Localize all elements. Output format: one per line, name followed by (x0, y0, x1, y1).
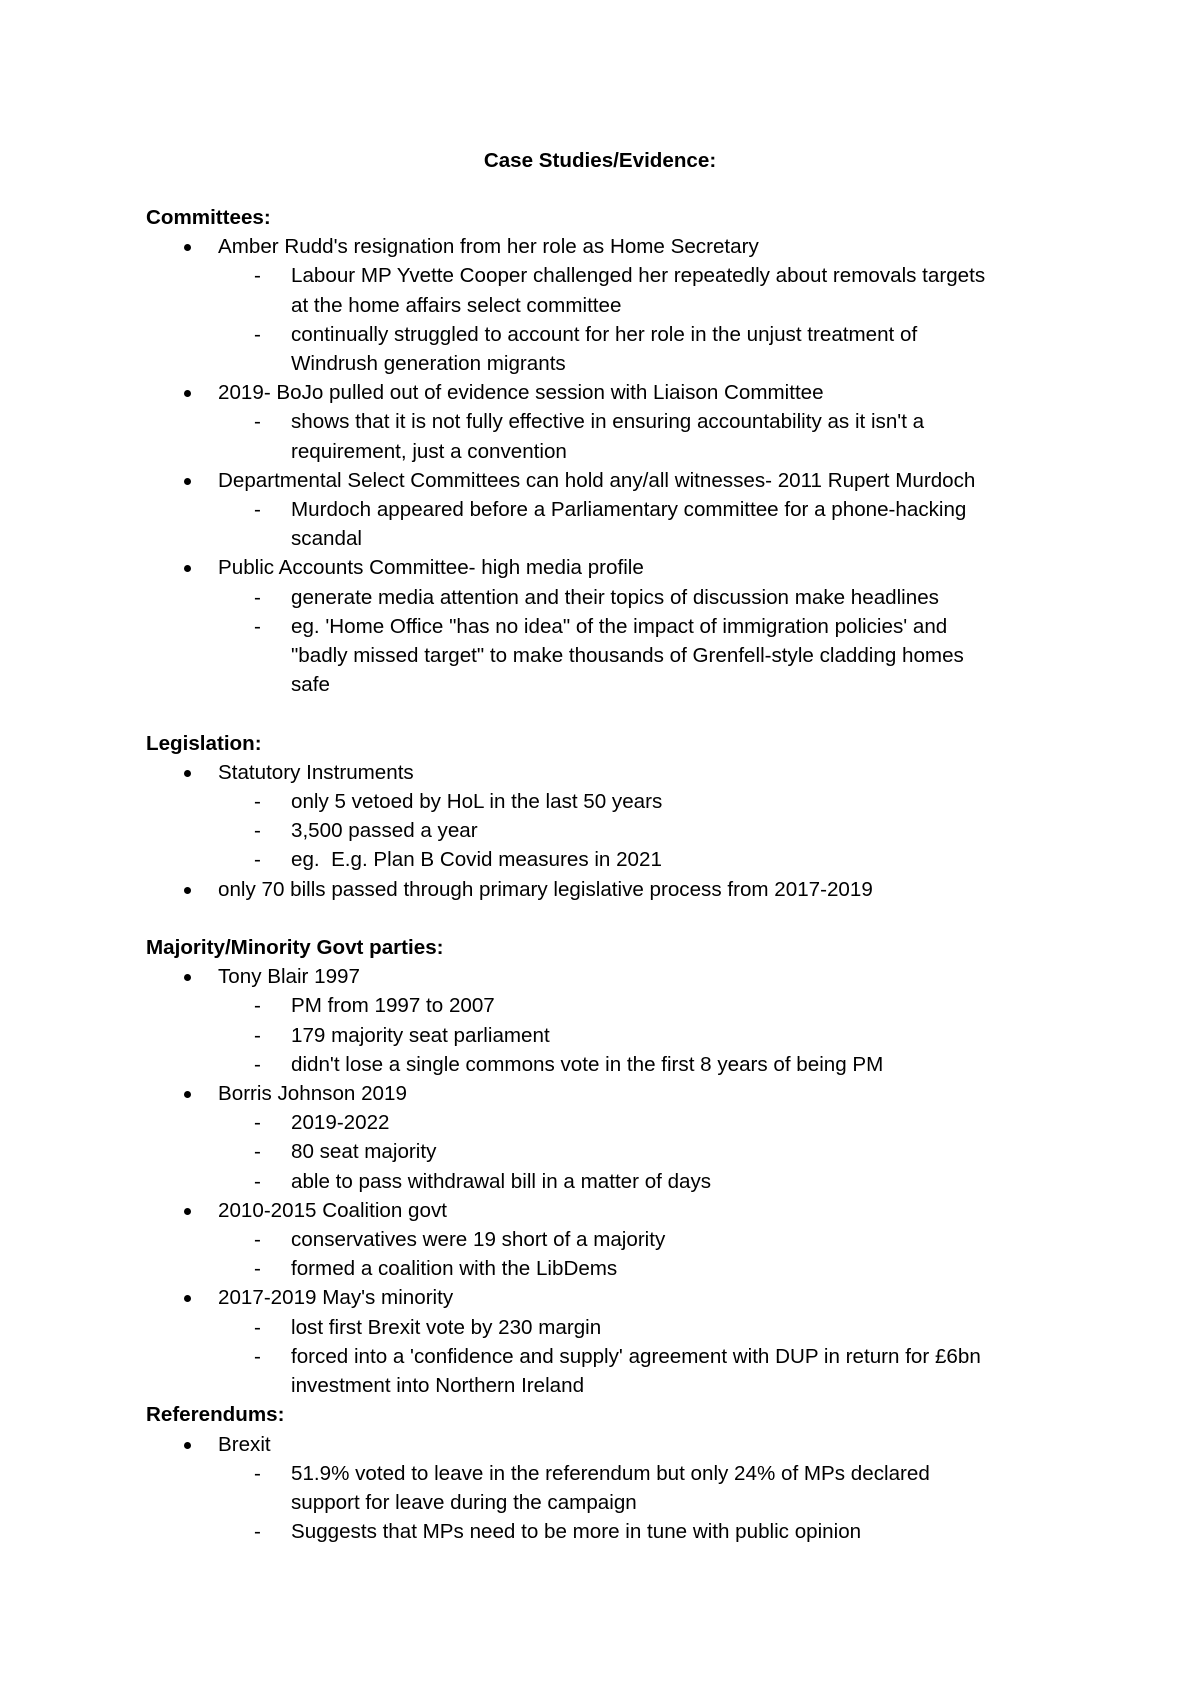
dash-marker: - (254, 410, 261, 434)
sub-item (146, 991, 1076, 1020)
dash-marker: - (254, 1023, 261, 1047)
dash-marker: - (254, 819, 261, 843)
document-title: Case Studies/Evidence: (483, 149, 717, 172)
sub-item-text: 80 seat majority (291, 1140, 437, 1164)
dash-marker: - (254, 1315, 261, 1339)
sub-item (146, 320, 1076, 349)
sub-item (146, 787, 1076, 816)
bullet-item: Tony Blair 1997 (146, 962, 1076, 991)
sub-item (146, 1517, 1076, 1546)
sub-item (146, 583, 1076, 612)
sub-item (146, 1225, 1076, 1254)
dash-marker: - (254, 790, 261, 814)
sub-item-text: eg. E.g. Plan B Covid measures in 2021 (291, 848, 662, 872)
dash-marker: - (254, 585, 261, 609)
dash-marker: - (254, 1520, 261, 1544)
sub-item-text: eg. 'Home Office "has no idea" of the impact of immigration policies' and (291, 614, 948, 638)
bullet-item: only 70 bills passed through primary legislative process from 2017-2019 (146, 875, 1076, 904)
sub-item-continuation: support for leave during the campaign (291, 1490, 637, 1514)
section-heading-majority-minority: Majority/Minority Govt parties: (146, 936, 444, 960)
sub-item (146, 495, 1076, 524)
bullet-item: Brexit (146, 1430, 1076, 1459)
dash-marker: - (254, 1344, 261, 1368)
dash-marker: - (254, 1052, 261, 1076)
section-heading-referendums: Referendums: (146, 1403, 285, 1427)
sub-item-text: conservatives were 19 short of a majority (291, 1228, 666, 1252)
bullet-item: Statutory Instruments (146, 758, 1076, 787)
document-body (146, 203, 1076, 1546)
bullet-item: 2019- BoJo pulled out of evidence session with Liaison Committee (146, 378, 1076, 407)
sub-item-text: only 5 vetoed by HoL in the last 50 years (291, 790, 663, 814)
sub-item-text: didn't lose a single commons vote in the first 8 years of being PM (291, 1052, 884, 1076)
sub-item (146, 1137, 1076, 1166)
dash-marker: - (254, 322, 261, 346)
sub-item-continuation: scandal (291, 527, 362, 551)
sub-item-text: Murdoch appeared before a Parliamentary committee for a phone-hacking (291, 498, 967, 522)
sub-item-text: generate media attention and their topics of discussion make headlines (291, 585, 939, 609)
bullet-item: Departmental Select Committees can hold any/all witnesses- 2011 Rupert Murdoch (146, 466, 1076, 495)
sub-item-text: PM from 1997 to 2007 (291, 994, 495, 1018)
dash-marker: - (254, 1169, 261, 1193)
dash-marker: - (254, 1257, 261, 1281)
spacer (146, 904, 1076, 933)
bullet-item: Borris Johnson 2019 (146, 1079, 1076, 1108)
sub-item-text: lost first Brexit vote by 230 margin (291, 1315, 602, 1339)
sub-item-text: 179 majority seat parliament (291, 1023, 550, 1047)
sub-item-text: continually struggled to account for her role in the unjust treatment of (291, 322, 918, 346)
sub-item (146, 1021, 1076, 1050)
bullet-item: 2017-2019 May's minority (146, 1283, 1076, 1312)
dash-marker: - (254, 498, 261, 522)
sub-item-text: formed a coalition with the LibDems (291, 1257, 618, 1281)
sub-item-text: Suggests that MPs need to be more in tune with public opinion (291, 1520, 862, 1544)
sub-item-continuation: safe (291, 673, 330, 697)
sub-item-text: 3,500 passed a year (291, 819, 478, 843)
dash-marker: - (254, 848, 261, 872)
dash-marker: - (254, 264, 261, 288)
sub-item (146, 1313, 1076, 1342)
sub-item (146, 1167, 1076, 1196)
sub-item-text: forced into a 'confidence and supply' agreement with DUP in return for £6bn (291, 1344, 981, 1368)
sub-item-continuation: "badly missed target" to make thousands of Grenfell-style cladding homes (291, 644, 964, 668)
section-heading-committees: Committees: (146, 206, 271, 229)
sub-item (146, 612, 1076, 641)
dash-marker: - (254, 1228, 261, 1252)
sub-item-text: 51.9% voted to leave in the referendum but only 24% of MPs declared (291, 1461, 930, 1485)
section-heading-legislation: Legislation: (146, 731, 262, 755)
sub-item-text: shows that it is not fully effective in ensuring accountability as it isn't a (291, 410, 925, 434)
sub-item-text: 2019-2022 (291, 1111, 390, 1135)
sub-item (146, 407, 1076, 436)
spacer (146, 699, 1076, 728)
sub-item (146, 1254, 1076, 1283)
sub-item (146, 1108, 1076, 1137)
sub-item-text: Labour MP Yvette Cooper challenged her repeatedly about removals targets (291, 264, 986, 288)
sub-item-continuation: requirement, just a convention (291, 439, 567, 463)
dash-marker: - (254, 614, 261, 638)
sub-item (146, 1050, 1076, 1079)
dash-marker: - (254, 1111, 261, 1135)
sub-item-text: able to pass withdrawal bill in a matter of days (291, 1169, 712, 1193)
sub-item (146, 845, 1076, 874)
sub-item (146, 261, 1076, 290)
sub-item (146, 816, 1076, 845)
bullet-item: 2010-2015 Coalition govt (146, 1196, 1076, 1225)
sub-item-continuation: investment into Northern Ireland (291, 1374, 585, 1398)
bullet-item: Amber Rudd's resignation from her role as Home Secretary (146, 232, 1076, 261)
dash-marker: - (254, 1140, 261, 1164)
sub-item (146, 1342, 1076, 1371)
sub-item-continuation: Windrush generation migrants (291, 352, 566, 376)
sub-item (146, 1459, 1076, 1488)
bullet-item: Public Accounts Committee- high media profile (146, 553, 1076, 582)
dash-marker: - (254, 1461, 261, 1485)
dash-marker: - (254, 994, 261, 1018)
sub-item-continuation: at the home affairs select committee (291, 293, 622, 317)
